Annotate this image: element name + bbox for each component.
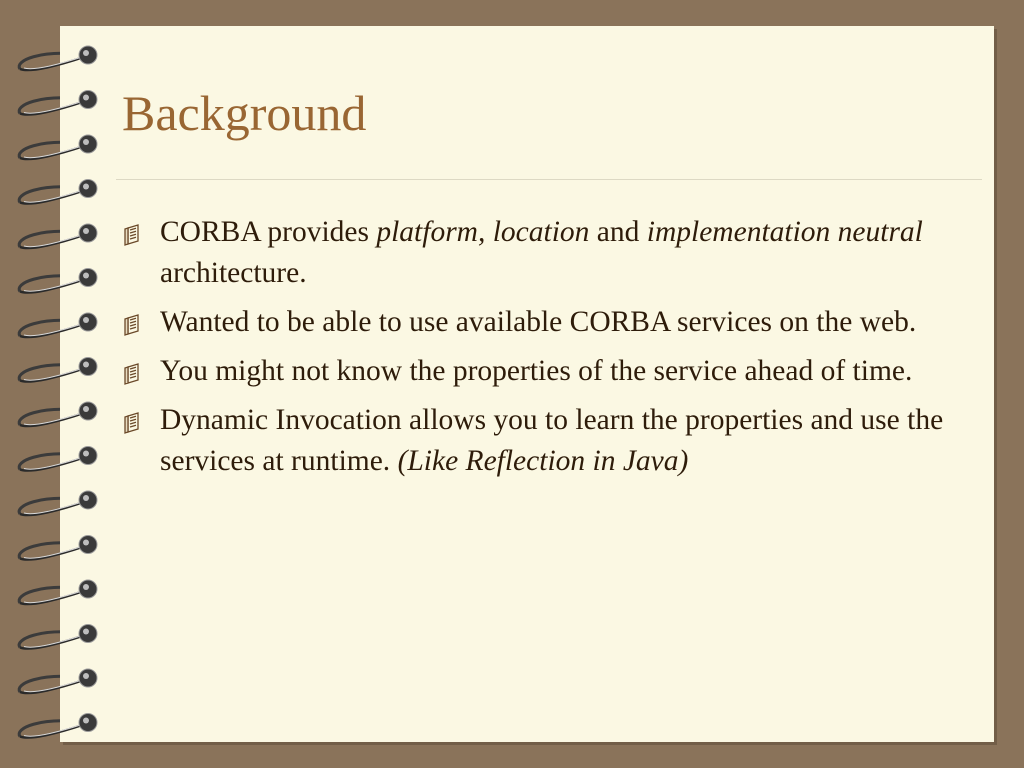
binding-hole-shine [83, 184, 89, 190]
spiral-rings [0, 0, 120, 768]
bullet-item [122, 212, 972, 294]
binding-hole-shine [83, 362, 89, 368]
book-icon [122, 312, 146, 336]
bullet-item [122, 302, 972, 343]
bullet-text-4b: (Like Reflection in Java) [397, 445, 689, 477]
binding-hole-shine [83, 317, 89, 323]
bullet-text-1e: architecture. [160, 257, 307, 289]
binding-hole-shine [83, 451, 89, 457]
binding-hole-shine [83, 629, 89, 635]
binding-hole-shine [83, 406, 89, 412]
bullet-item [122, 351, 972, 392]
bullet-text-1c: and [589, 216, 647, 248]
binding-hole-shine [83, 139, 89, 145]
bullet-list [122, 212, 972, 490]
book-icon [122, 361, 146, 385]
binding-hole-shine [83, 273, 89, 279]
binding-hole-shine [83, 495, 89, 501]
bullet-text-3: You might not know the properties of the service ahead of time. [160, 355, 913, 387]
bullet-text-1a: CORBA provides [160, 216, 377, 248]
binding-hole-shine [83, 718, 89, 724]
binding-hole-shine [83, 673, 89, 679]
binding-hole-shine [83, 95, 89, 101]
binding-hole-shine [83, 228, 89, 234]
binding-hole-shine [83, 540, 89, 546]
bullet-item [122, 400, 972, 482]
bullet-text-1d: implementation neutral [646, 216, 923, 248]
bullet-text-1b: platform, location [376, 216, 590, 248]
binding-hole-shine [83, 50, 89, 56]
bullet-text-4a: Dynamic Invocation allows you to learn the properties and use the services at runtime. [160, 404, 944, 477]
title-divider [116, 179, 982, 180]
book-icon [122, 222, 146, 246]
bullet-text-2: Wanted to be able to use available CORBA services on the web. [160, 306, 917, 338]
slide-title: Background [122, 85, 367, 141]
binding-hole-shine [83, 584, 89, 590]
book-icon [122, 410, 146, 434]
